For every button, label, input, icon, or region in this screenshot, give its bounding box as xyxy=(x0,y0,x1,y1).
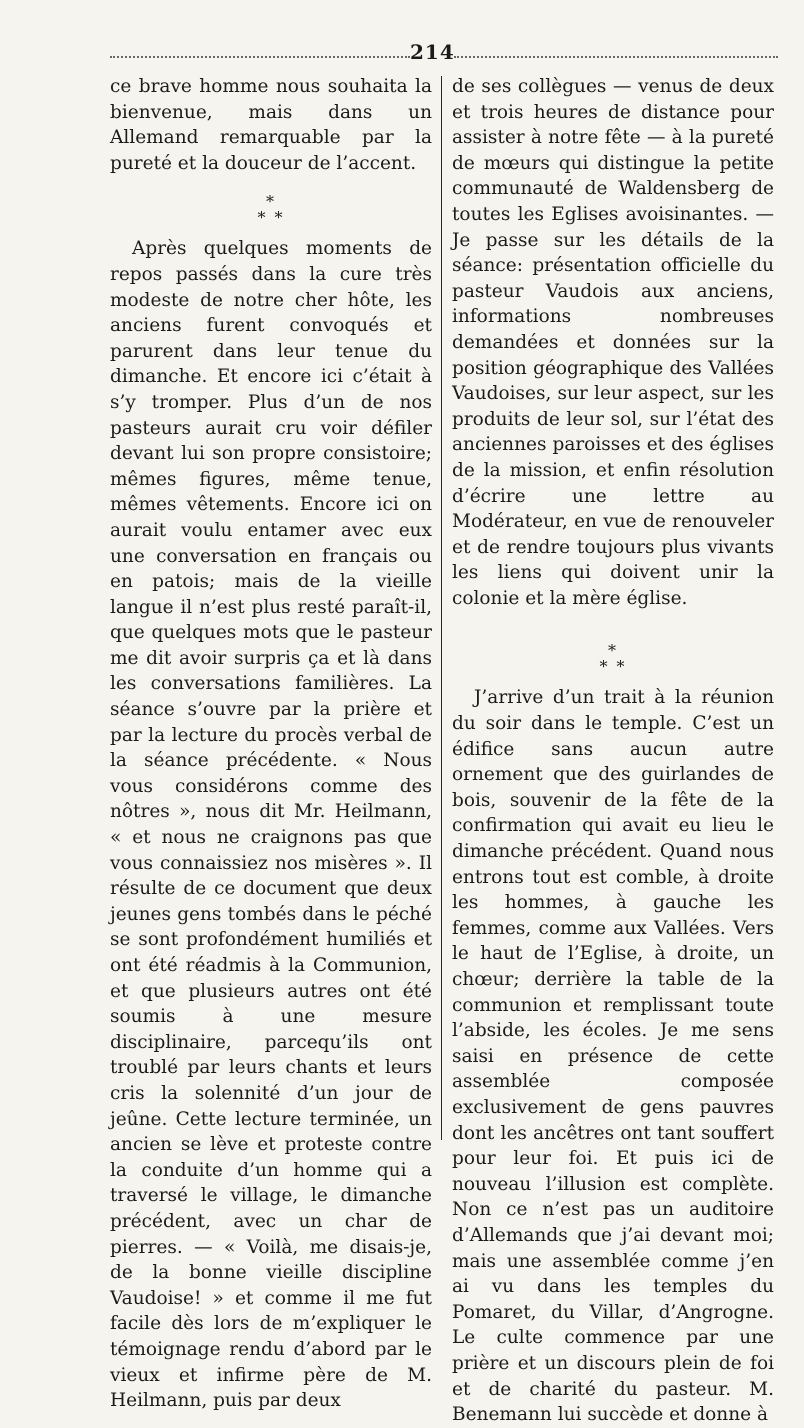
right-column xyxy=(452,74,774,1428)
right-paragraph-2: J’arrive d’un trait à la réunion du soir dans le temple. C’est un édifice sans aucun autre ornement que des guirlandes de bois, souvenir de la fête de la confirmation qui avait eu lieu le dimanche précédent. Quand nous entrons tout est comble, à droite les hommes, à gauche les femmes, comme aux Vallées. Vers le haut de l’Eglise, à droite, un chœur; derrière la table de la communion et remplissant toute l’abside, les écoles. Je me sens saisi en présence de cette assemblée composée exclusivement de gens pauvres dont les ancêtres ont tant souffert pour leur foi. Et puis ici de nouveau l’illusion est complète. Non ce n’est pas un auditoire d’Allemands que j’ai devant moi; mais une assemblée comme j’en ai vu dans les temples du Pomaret, du Villar, d’Angrogne. Le culte commence par une prière et un discours plein de foi et de charité du pasteur. M. Benemann lui succède et donne à xyxy=(452,687,774,1426)
header-rule-left xyxy=(110,56,410,58)
left-column xyxy=(110,74,432,1414)
left-paragraph-1: ce brave homme nous souhaita la bienvenue, mais dans un Allemand remarquable par la pureté et la douceur de l’accent. xyxy=(110,76,432,174)
column-divider xyxy=(441,76,442,1140)
page-header xyxy=(110,40,778,70)
page-number: 214 xyxy=(410,40,455,64)
asterism-bottom: * * xyxy=(599,657,627,677)
left-section-separator xyxy=(110,194,432,226)
asterism-top: * xyxy=(608,641,618,661)
spacer xyxy=(452,611,774,625)
right-paragraph-1: de ses collègues — venus de deux et trois heures de distance pour assister à notre fête — à la pureté de mœurs qui distingue la petite communauté de Waldensberg de toutes les Eglises avoisinantes. — Je passe sur les détails de la séance: présentation officielle du pasteur Vaudois aux anciens, informations nombreuses demandées et données sur la position géographique des Vallées Vaudoises, sur leur aspect, sur les produits de leur sol, sur l’état des anciennes paroisses et des églises de la mission, et enfin résolution d’écrire une lettre au Modérateur, en vue de renouveler et de rendre toujours plus vivants les liens qui doivent unir la colonie et la mère église. xyxy=(452,76,774,609)
right-section-separator xyxy=(452,643,774,675)
header-rule-right xyxy=(454,56,778,58)
left-paragraph-2: Après quelques moments de repos passés dans la cure très modeste de notre cher hôte, les anciens furent convoqués et parurent dans leur tenue du dimanche. Et encore ici c’était à s’y tromper. Plus d’un de nos pasteurs aurait cru voir défiler devant lui son propre consistoire; mêmes figures, même tenue, mêmes vêtements. Encore ici on aurait voulu entamer avec eux une conversation en français ou en patois; mais de la vieille langue il n’est plus resté paraît-il, que quelques mots que le pasteur me dit avoir surpris ça et là dans les conversations familières. La séance s’ouvre par la prière et par la lecture du procès verbal de la séance précédente. « Nous vous considérons comme des nôtres », nous dit Mr. Heilmann, « et nous ne craignons pas que vous connaissiez nos misères ». Il résulte de ce document que deux jeunes gens tombés dans le péché se sont profondément humiliés et ont été réadmis à la Communion, et que plusieurs autres ont été soumis à une mesure disciplinaire, parcequ’ils ont troublé par leurs chants et leurs cris la solennité d’un jour de jeûne. Cette lecture terminée, un ancien se lève et proteste contre la conduite d’un homme qui a traversé le village, le dimanche précédent, avec un char de pierres. — « Voilà, me disais-je, de la bonne vieille discipline Vaudoise! » et comme il me fut facile dès lors de m’expliquer le témoignage rendu d’abord par le vieux et infirme père de M. Heilmann, puis par deux xyxy=(110,238,432,1412)
asterism-top: * xyxy=(266,192,276,212)
asterism-bottom: * * xyxy=(257,208,285,228)
